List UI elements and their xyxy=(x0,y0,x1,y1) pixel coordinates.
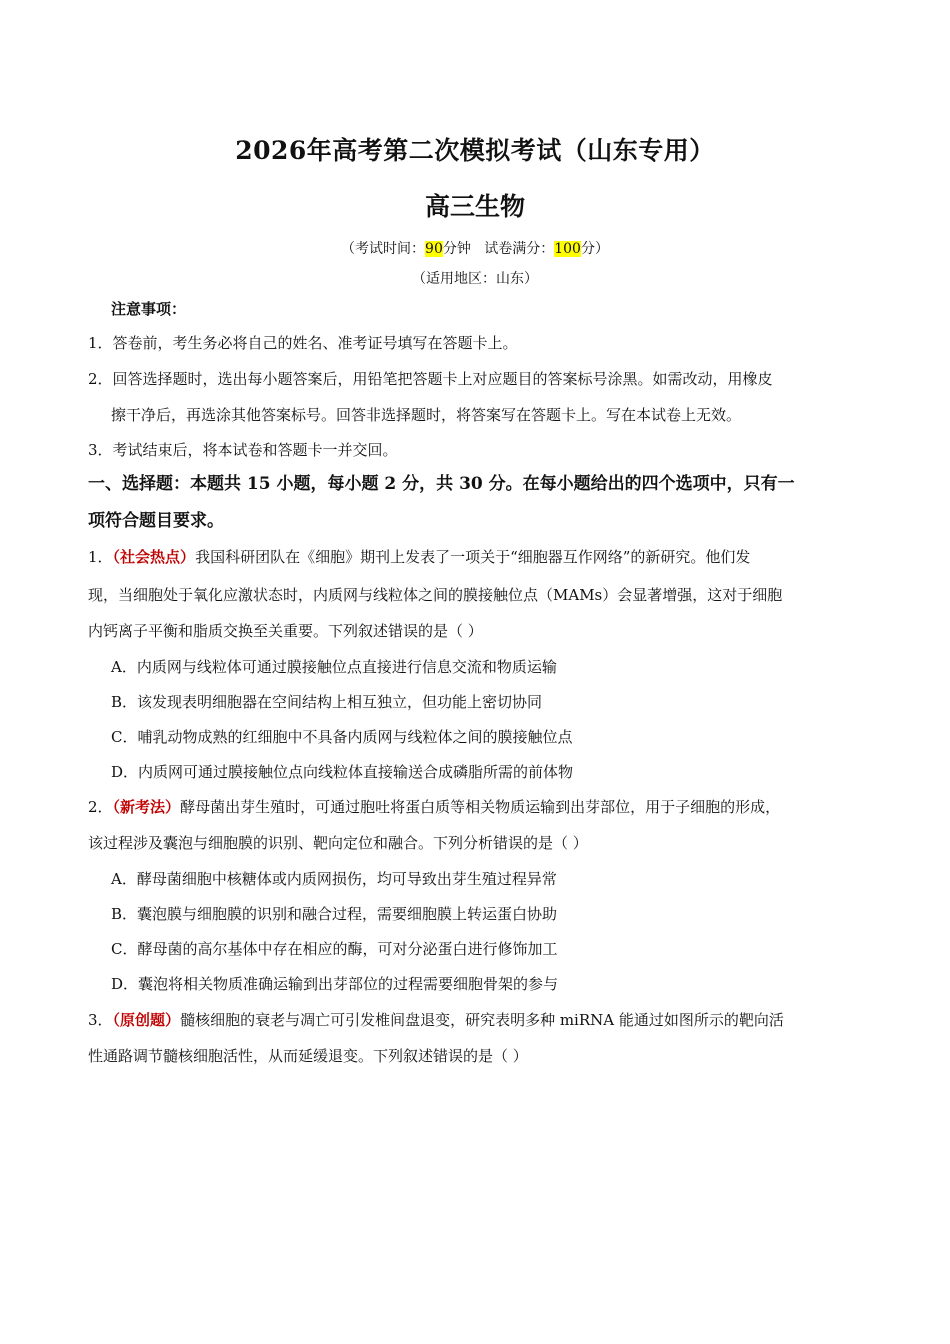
score-prefix: 试卷满分： xyxy=(484,241,555,257)
time-unit: 分钟 xyxy=(442,241,471,257)
notice-heading: 注意事项： xyxy=(111,300,187,318)
notice-item-2-line-2: 擦干净后，再选涂其他答案标号。回答非选择题时，将答案写在答题卡上。写在本试卷上无效。 xyxy=(111,406,742,424)
notice-item-3: 3．考试结束后，将本试卷和答题卡一并交回。 xyxy=(88,441,398,459)
score-value: 100 xyxy=(554,241,581,257)
question-1-tag: （社会热点） xyxy=(112,548,196,566)
question-1-number: 1． xyxy=(88,548,113,566)
question-1-line-1 xyxy=(88,545,750,569)
question-2-text: 酵母菌出芽生殖时，可通过胞吐将蛋白质等相关物质运输到出芽部位，用于子细胞的形成， xyxy=(180,798,781,816)
question-1-option-d: D．内质网可通过膜接触位点向线粒体直接输送合成磷脂所需的前体物 xyxy=(111,763,574,781)
question-3-tag: （原创题） xyxy=(112,1011,181,1029)
question-1-line-3: 内钙离子平衡和脂质交换至关重要。下列叙述错误的是（ ） xyxy=(88,622,483,640)
question-2-line-1 xyxy=(88,795,780,819)
question-2-tag: （新考法） xyxy=(112,798,181,816)
time-value: 90 xyxy=(425,241,443,257)
question-1-option-a: A．内质网与线粒体可通过膜接触位点直接进行信息交流和物质运输 xyxy=(111,658,557,676)
question-1-option-b: B．该发现表明细胞器在空间结构上相互独立，但功能上密切协同 xyxy=(111,693,543,711)
question-3-text: 髓核细胞的衰老与凋亡可引发椎间盘退变，研究表明多种 miRNA 能通过如图所示的靶向活 xyxy=(180,1011,784,1029)
question-2-option-c: C．酵母菌的高尔基体中存在相应的酶，可对分泌蛋白进行修饰加工 xyxy=(111,940,558,958)
question-1-text: 我国科研团队在《细胞》期刊上发表了一项关于“细胞器互作网络”的新研究。他们发 xyxy=(195,548,751,566)
notice-item-1: 1．答卷前，考生务必将自己的姓名、准考证号填写在答题卡上。 xyxy=(88,334,518,352)
question-1-option-c: C．哺乳动物成熟的红细胞中不具备内质网与线粒体之间的膜接触位点 xyxy=(111,728,573,746)
exam-region: （适用地区：山东） xyxy=(412,271,538,287)
question-3-number: 3． xyxy=(88,1011,113,1029)
exam-meta xyxy=(0,238,950,260)
question-2-option-d: D．囊泡将相关物质准确运输到出芽部位的过程需要细胞骨架的参与 xyxy=(111,975,559,993)
question-2-option-a: A．酵母菌细胞中核糖体或内质网损伤，均可导致出芽生殖过程异常 xyxy=(111,870,557,888)
section-heading-line-1: 一、选择题：本题共 15 小题，每小题 2 分，共 30 分。在每小题给出的四个选项中，只有一 xyxy=(88,474,795,494)
exam-title: 2026年高考第二次模拟考试（山东专用） xyxy=(235,136,715,165)
question-2-number: 2． xyxy=(88,798,113,816)
question-3-line-1 xyxy=(88,1008,784,1032)
question-1-line-2: 现，当细胞处于氧化应激状态时，内质网与线粒体之间的膜接触位点（MAMs）会显著增强，这对于细胞 xyxy=(88,586,783,604)
question-2-option-b: B．囊泡膜与细胞膜的识别和融合过程，需要细胞膜上转运蛋白协助 xyxy=(111,905,558,923)
section-heading-line-2: 项符合题目要求。 xyxy=(88,511,224,531)
score-suffix: 分） xyxy=(580,241,609,257)
question-2-line-2: 该过程涉及囊泡与细胞膜的识别、靶向定位和融合。下列分析错误的是（ ） xyxy=(88,834,588,852)
exam-subject: 高三生物 xyxy=(424,192,525,221)
time-prefix: （考试时间： xyxy=(341,241,426,257)
notice-item-2-line-1: 2．回答选择题时，选出每小题答案后，用铅笔把答题卡上对应题目的答案标号涂黑。如需改动，用橡皮 xyxy=(88,370,773,388)
question-3-line-2: 性通路调节髓核细胞活性，从而延缓退变。下列叙述错误的是（ ） xyxy=(88,1047,528,1065)
